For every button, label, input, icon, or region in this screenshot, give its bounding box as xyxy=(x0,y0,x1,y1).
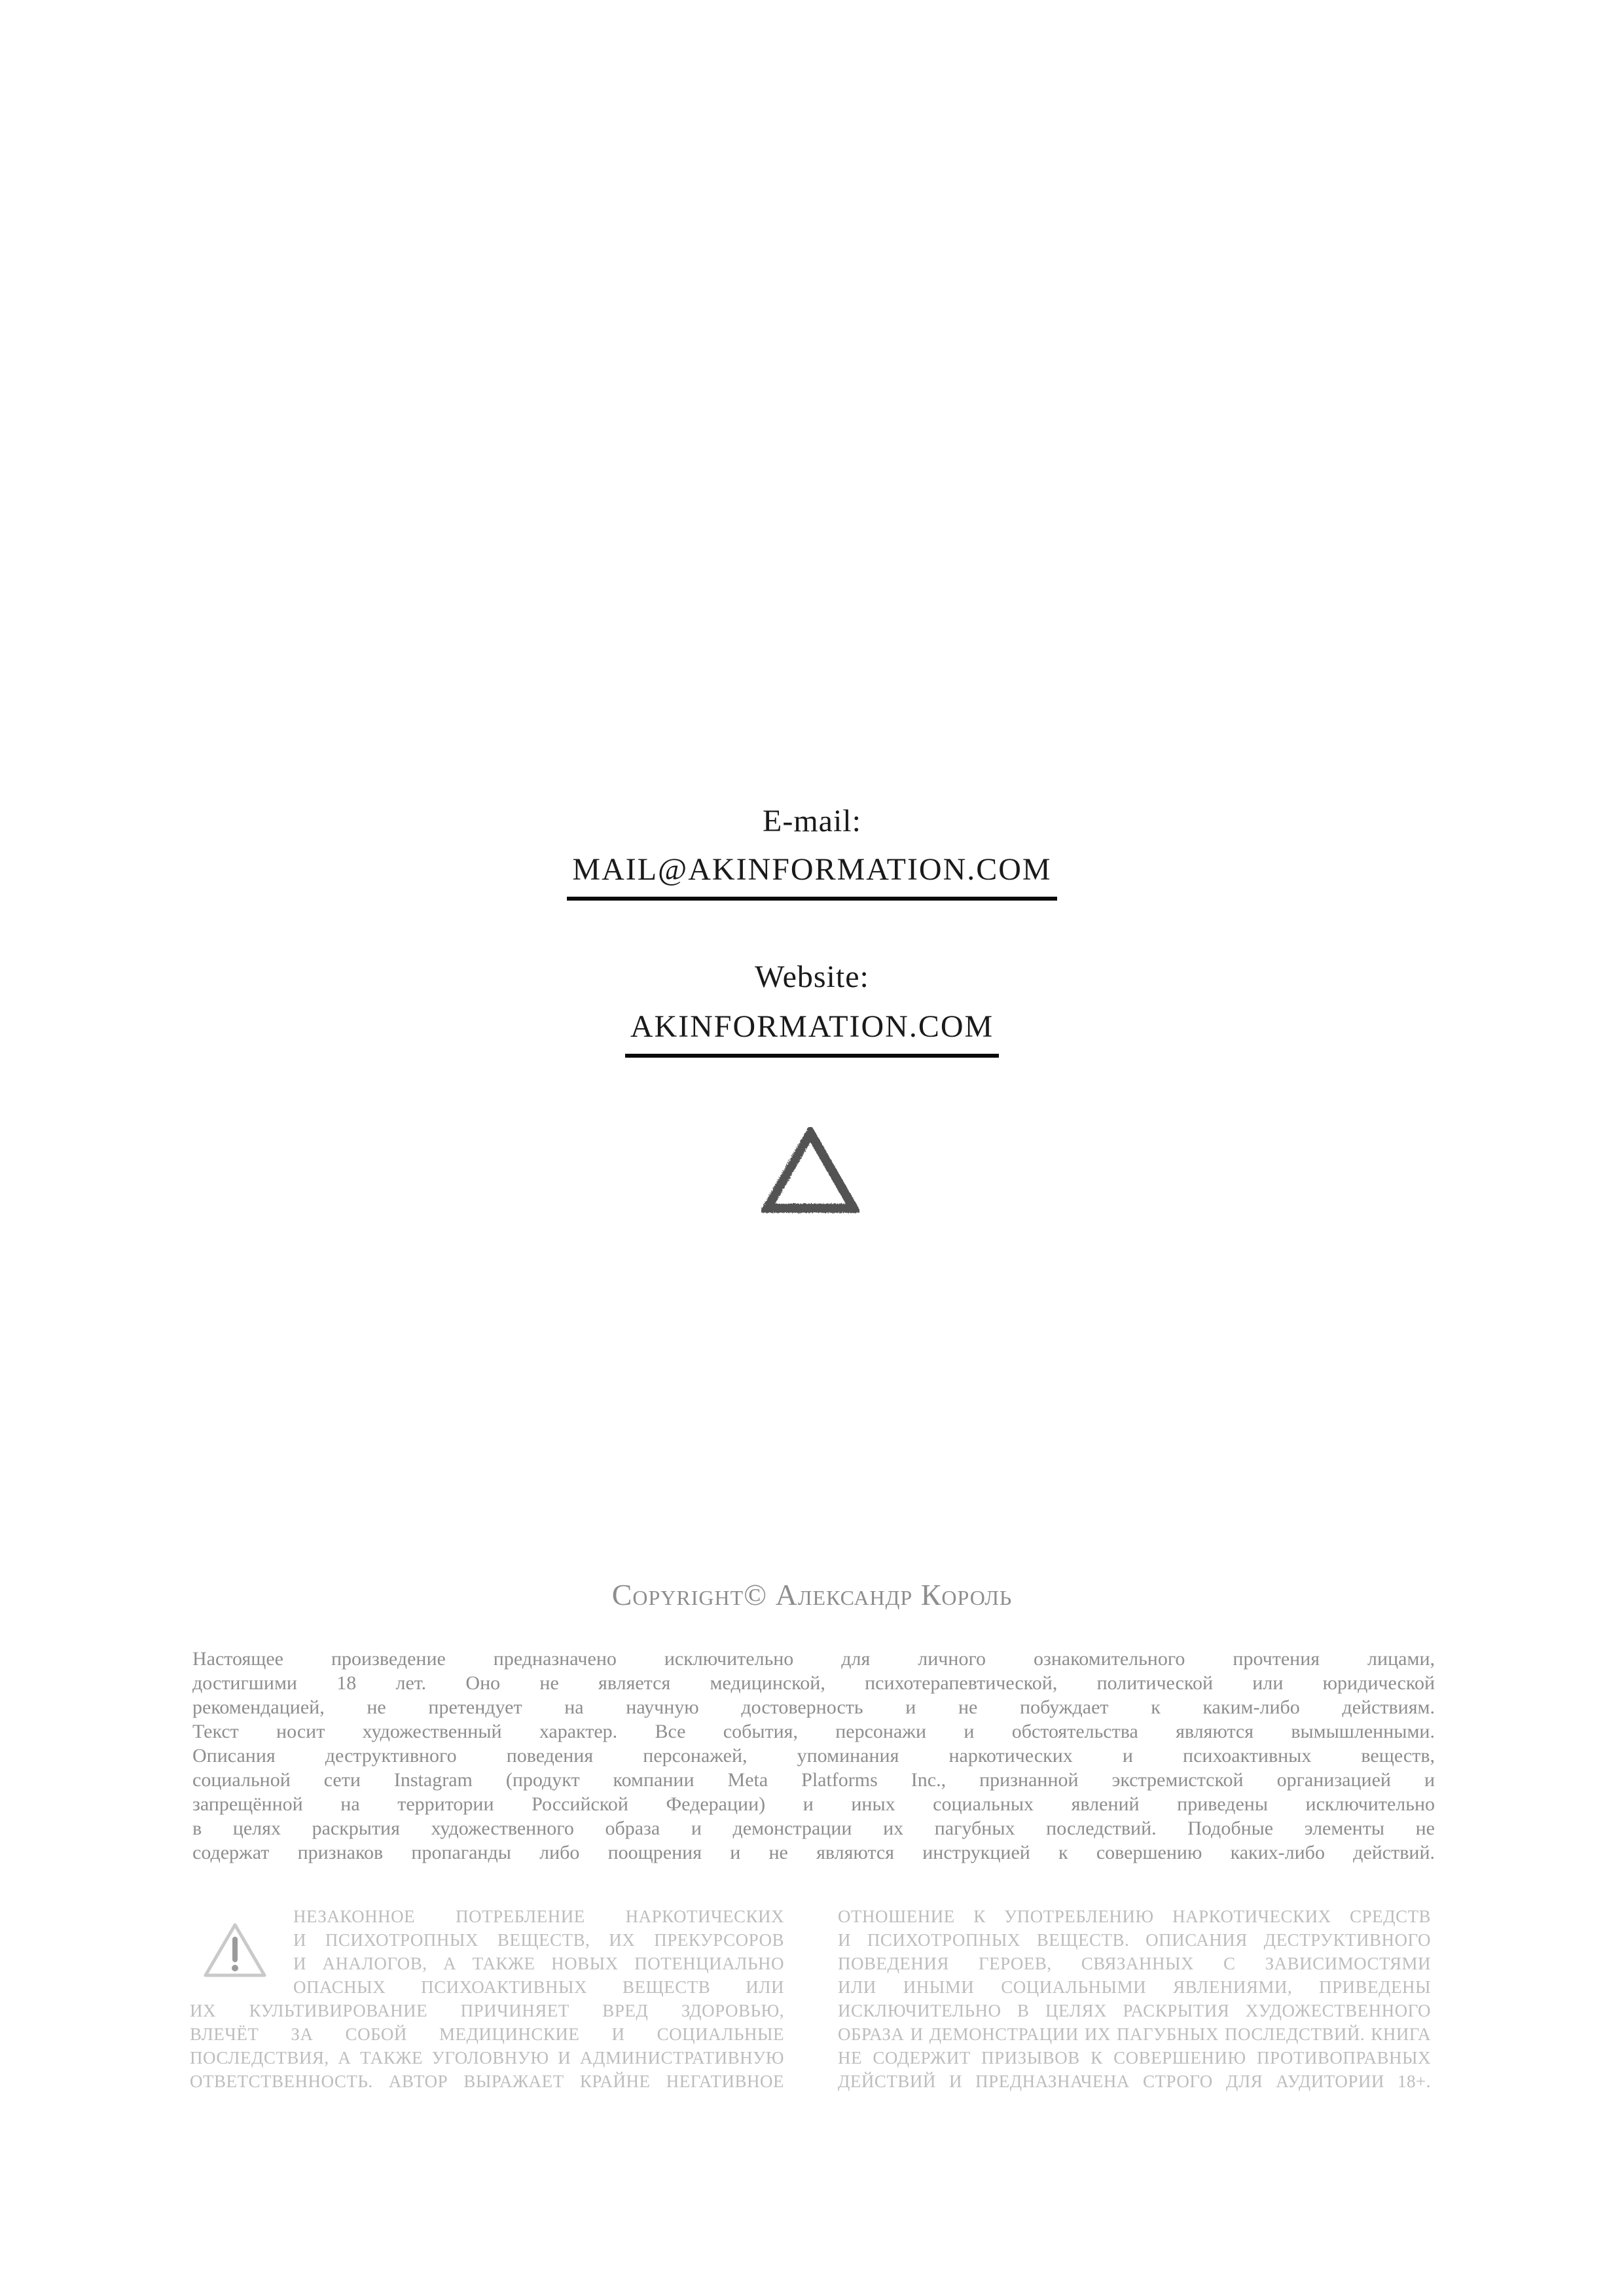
text-line: содержат признаков пропаганды либо поощрения и не являются инструкцией к совершению каких-либо действий. xyxy=(192,1842,1435,1863)
warning-triangle-icon xyxy=(202,1920,268,1979)
text-line: ДЕЙСТВИЙ И ПРЕДНАЗНАЧЕНА СТРОГО ДЛЯ АУДИТОРИИ 18+. xyxy=(838,2072,1431,2091)
text-line: ОБРАЗА И ДЕМОНСТРАЦИИ ИХ ПАГУБНЫХ ПОСЛЕДСТВИЙ. КНИГА xyxy=(838,2024,1431,2044)
text-line: И АНАЛОГОВ, А ТАКЖЕ НОВЫХ ПОТЕНЦИАЛЬНО xyxy=(293,1954,784,1973)
text-line: Описания деструктивного поведения персонажей, упоминания наркотических и психоактивных веществ, xyxy=(192,1745,1435,1767)
text-line: НЕ СОДЕРЖИТ ПРИЗЫВОВ К СОВЕРШЕНИЮ ПРОТИВОПРАВНЫХ xyxy=(838,2048,1431,2068)
website-line xyxy=(0,1009,1624,1058)
text-line: ОТВЕТСТВЕННОСТЬ. АВТОР ВЫРАЖАЕТ КРАЙНЕ НЕГАТИВНОЕ xyxy=(190,2072,784,2091)
text-line: достигшими 18 лет. Оно не является медицинской, психотерапевтической, политической или юридической xyxy=(192,1672,1435,1694)
text-line: Настоящее произведение предназначено исключительно для личного ознакомительного прочтения лицами, xyxy=(192,1648,1435,1670)
text-line: ОТНОШЕНИЕ К УПОТРЕБЛЕНИЮ НАРКОТИЧЕСКИХ СРЕДСТВ xyxy=(838,1907,1431,1926)
text-line: НЕЗАКОННОЕ ПОТРЕБЛЕНИЕ НАРКОТИЧЕСКИХ xyxy=(293,1907,784,1926)
text-line: запрещённой на территории Российской Федерации) и иных социальных явлений приведены исключительно xyxy=(192,1793,1435,1815)
text-line: ИСКЛЮЧИТЕЛЬНО В ЦЕЛЯХ РАСКРЫТИЯ ХУДОЖЕСТВЕННОГО xyxy=(838,2001,1431,2020)
warning-column-left xyxy=(190,1905,784,2093)
text-line: в целях раскрытия художественного образа и демонстрации их пагубных последствий. Подобные элементы не xyxy=(192,1818,1435,1839)
email-link[interactable]: MAIL@AKINFORMATION.COM xyxy=(567,852,1056,901)
warning-column-right xyxy=(838,1905,1431,2093)
text-line: ПОВЕДЕНИЯ ГЕРОЕВ, СВЯЗАННЫХ С ЗАВИСИМОСТЯМИ xyxy=(838,1954,1431,1973)
text-line: Текст носит художественный характер. Все события, персонажи и обстоятельства являются вымышленными. xyxy=(192,1721,1435,1742)
text-line: ВЛЕЧЁТ ЗА СОБОЙ МЕДИЦИНСКИЕ И СОЦИАЛЬНЫЕ xyxy=(190,2024,784,2044)
text-line: ИХ КУЛЬТИВИРОВАНИЕ ПРИЧИНЯЕТ ВРЕД ЗДОРОВЬЮ, xyxy=(190,2001,784,2020)
website-link[interactable]: AKINFORMATION.COM xyxy=(625,1009,999,1058)
text-line: ОПАСНЫХ ПСИХОАКТИВНЫХ ВЕЩЕСТВ ИЛИ xyxy=(293,1977,784,1997)
text-line: ИЛИ ИНЫМИ СОЦИАЛЬНЫМИ ЯВЛЕНИЯМИ, ПРИВЕДЕНЫ xyxy=(838,1977,1431,1997)
email-line xyxy=(0,852,1624,901)
triangle-logo-icon xyxy=(761,1127,859,1215)
text-line: социальной сети Instagram (продукт компании Meta Platforms Inc., признанной экстремистской организацией и xyxy=(192,1769,1435,1791)
text-line: И ПСИХОТРОПНЫХ ВЕЩЕСТВ. ОПИСАНИЯ ДЕСТРУКТИВНОГО xyxy=(838,1930,1431,1950)
website-label: Website: xyxy=(755,960,869,994)
text-line: ПОСЛЕДСТВИЯ, А ТАКЖЕ УГОЛОВНУЮ И АДМИНИСТРАТИВНУЮ xyxy=(190,2048,784,2068)
copyright-line: Copyright© Александр Король xyxy=(611,1578,1013,1611)
text-line: рекомендацией, не претендует на научную достоверность и не побуждает к каким-либо действиям. xyxy=(192,1696,1435,1718)
text-line: И ПСИХОТРОПНЫХ ВЕЩЕСТВ, ИХ ПРЕКУРСОРОВ xyxy=(293,1930,784,1950)
disclaimer-paragraph xyxy=(192,1647,1435,1865)
email-label: E-mail: xyxy=(763,804,861,838)
